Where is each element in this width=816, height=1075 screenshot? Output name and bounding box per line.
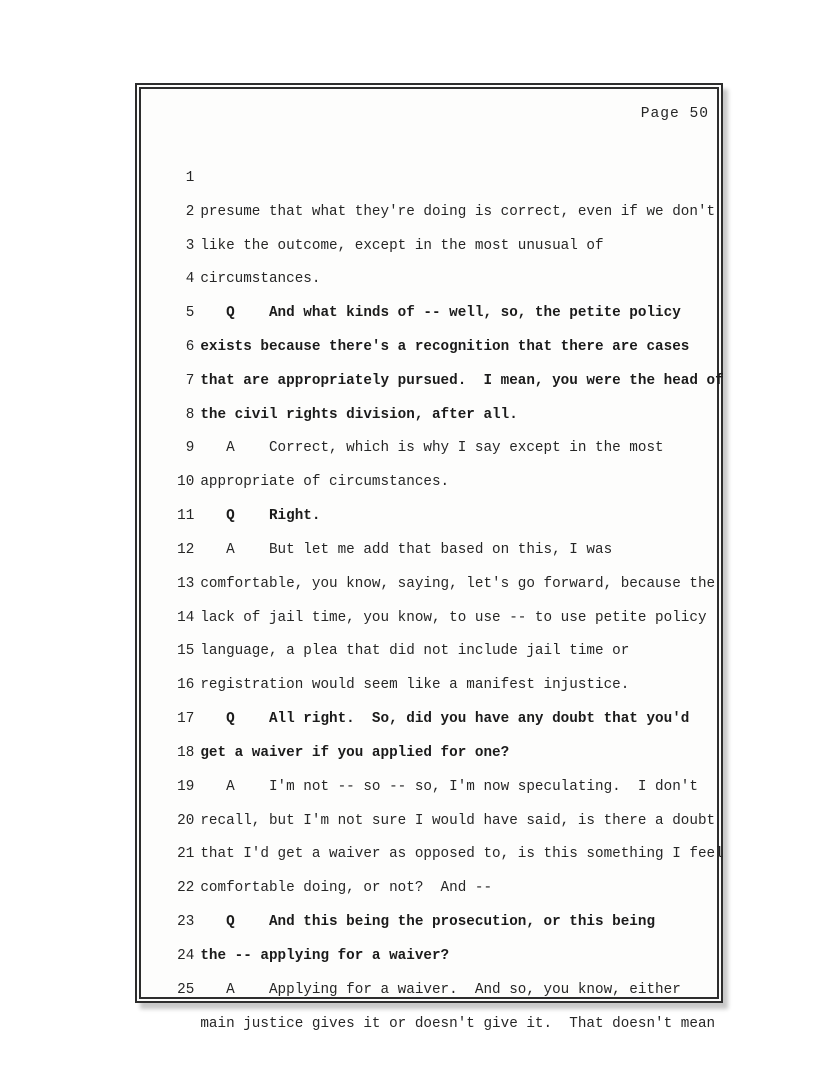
line-text: A Applying for a waiver. And so, you know, either: [200, 981, 681, 998]
line-number: 8: [185, 406, 195, 423]
line-text: that are appropriately pursued. I mean, you were the head of: [200, 372, 724, 389]
transcript-line: [141, 128, 717, 220]
line-text: lack of jail time, you know, to use -- to use petite policy: [200, 609, 707, 626]
line-text: A I'm not -- so -- so, I'm now speculating. I don't: [200, 778, 698, 795]
line-text: presume that what they're doing is correct, even if we don't: [200, 203, 716, 220]
line-number: 13: [177, 575, 195, 592]
line-text: recall, but I'm not sure I would have said, is there a doubt: [200, 812, 716, 829]
line-text: like the outcome, except in the most unusual of: [200, 237, 604, 254]
line-text: the -- applying for a waiver?: [200, 947, 450, 964]
line-text: comfortable doing, or not? And --: [200, 880, 493, 897]
line-number: 24: [177, 947, 195, 964]
page-number: Page 50: [640, 106, 709, 122]
line-text: comfortable, you know, saying, let's go forward, because the: [200, 575, 716, 592]
line-text: Q And this being the prosecution, or this being: [200, 914, 656, 931]
line-number: 1: [185, 169, 195, 186]
line-number: 16: [177, 677, 195, 694]
line-text: registration would seem like a manifest injustice.: [200, 677, 630, 694]
line-number: 19: [177, 778, 195, 795]
line-number: 17: [177, 711, 195, 728]
line-number: 6: [185, 338, 195, 355]
line-number: 5: [185, 305, 195, 322]
line-number: 18: [177, 744, 195, 761]
line-text: language, a plea that did not include jail time or: [200, 643, 630, 660]
page-frame: [135, 83, 724, 1032]
line-text: exists because there's a recognition that there are cases: [200, 339, 690, 355]
line-number: 7: [185, 372, 195, 389]
line-text: Q Right.: [200, 508, 321, 525]
line-text: A But let me add that based on this, I was: [200, 541, 613, 558]
line-number: 9: [185, 440, 195, 457]
line-number: 12: [177, 541, 195, 558]
line-text: main justice gives it or doesn't give it. That doesn't mean: [200, 1015, 716, 1032]
line-text: Q And what kinds of -- well, so, the petite policy: [200, 305, 681, 322]
line-number: 14: [177, 609, 195, 626]
line-number: 23: [177, 914, 195, 931]
line-number: 20: [177, 812, 195, 829]
line-text: A Correct, which is why I say except in the most: [200, 440, 664, 457]
transcript-body: [141, 128, 724, 1032]
line-number: 15: [177, 643, 195, 660]
line-number: 10: [177, 474, 195, 491]
line-number: 11: [177, 508, 195, 525]
line-number: 2: [185, 203, 195, 220]
line-number: 22: [177, 880, 195, 897]
line-number: 3: [185, 237, 195, 254]
line-text: the civil rights division, after all.: [200, 406, 518, 423]
line-text: circumstances.: [200, 271, 321, 288]
line-number: 25: [177, 981, 195, 998]
line-text: appropriate of circumstances.: [200, 474, 450, 491]
line-number: 4: [185, 271, 195, 288]
line-text: that I'd get a waiver as opposed to, is this something I feel: [200, 846, 724, 863]
line-number: 21: [177, 846, 195, 863]
line-text: get a waiver if you applied for one?: [200, 744, 510, 761]
line-text: Q All right. So, did you have any doubt that you'd: [200, 711, 690, 728]
page-frame-inner: [139, 87, 724, 1032]
